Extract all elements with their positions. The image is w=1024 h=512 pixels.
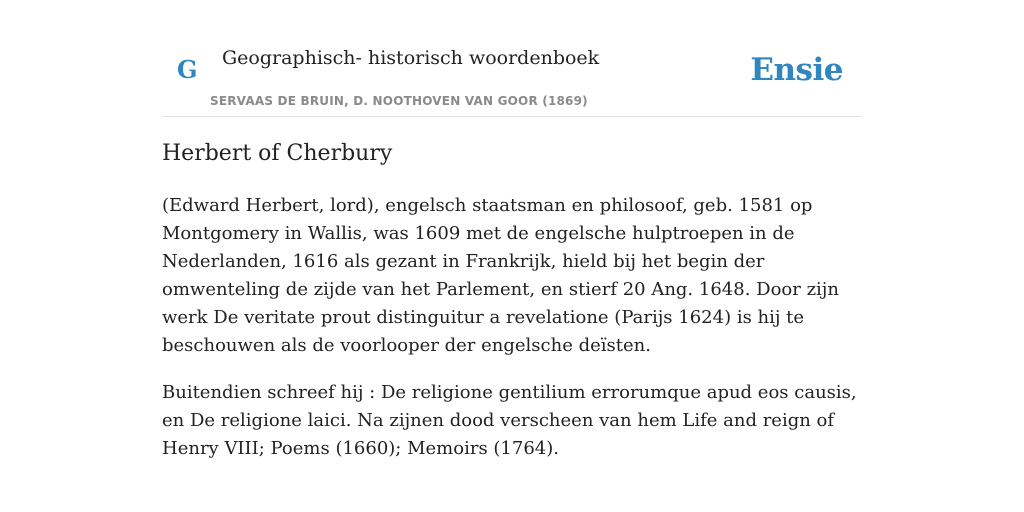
book-authors: SERVAAS DE BRUIN, D. NOOTHOVEN VAN GOOR (1869)	[210, 94, 588, 108]
book-header	[162, 0, 862, 117]
book-title-link[interactable]: Geographisch- historisch woordenboek	[222, 47, 600, 69]
book-letter-icon[interactable]: G	[177, 55, 198, 84]
entry-body	[162, 192, 862, 482]
ensie-logo[interactable]: Ensie	[750, 52, 843, 88]
entry-paragraph: Buitendien schreef hij : De religione gentilium errorumque apud eos causis, en De religione laici. Na zijnen dood verscheen van hem Life and reign of Henry VIII; Poems (1660); Memoirs (1764).	[162, 382, 857, 459]
page-container	[162, 0, 862, 459]
entry-title: Herbert of Cherbury	[162, 141, 393, 166]
entry-paragraph: (Edward Herbert, lord), engelsch staatsman en philosoof, geb. 1581 op Montgomery in Wallis, was 1609 met de engelsche hulptroepen in de Nederlanden, 1616 als gezant in Frankrijk, hield bij het begin der omwenteling de zijde van het Parlement, en stierf 20 Ang. 1648. Door zijn werk De veritate prout distinguitur a revelatione (Parijs 1624) is hij te beschouwen als de voorlooper der engelsche deïsten.	[162, 195, 839, 356]
